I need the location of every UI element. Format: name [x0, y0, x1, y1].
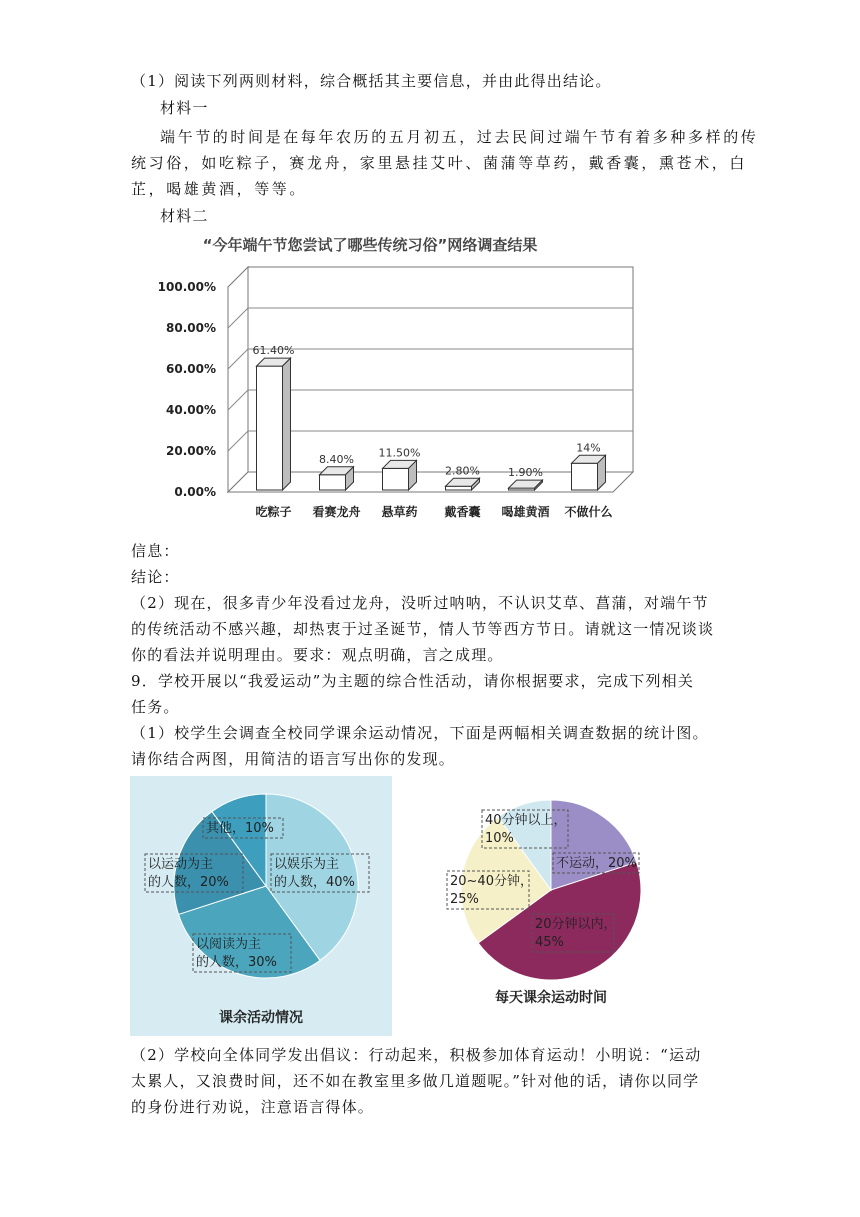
bar: [572, 455, 606, 490]
q9-part2-line: （2）学校向全体同学发出倡议：行动起来，积极参加体育运动！小明说：“运动: [131, 1046, 702, 1064]
bar-chart: [150, 230, 650, 530]
x-category-label: 戴香囊: [444, 505, 481, 519]
y-tick-label: 60.00%: [166, 362, 216, 376]
chart-title: 课余活动情况: [219, 1010, 303, 1026]
pie-label: 40分钟以上，: [485, 813, 567, 828]
bar-value-label: 14%: [576, 441, 601, 455]
bar-value-label: 11.50%: [378, 446, 421, 460]
bar-front: [320, 475, 346, 490]
q9-line: 任务。: [131, 698, 180, 716]
pie-label: 20分钟以内，: [535, 917, 617, 932]
q8-part1-prompt: （1）阅读下列两则材料，综合概括其主要信息，并由此得出结论。: [131, 72, 612, 90]
x-category-label: 喝雄黄酒: [501, 505, 550, 519]
x-category-label: 悬草药: [381, 505, 418, 519]
q8-part2-line: （2）现在，很多青少年没看过龙舟，没听过呐呐，不认识艾草、菖蒲，对端午节: [131, 594, 709, 612]
y-axis-ticks: [158, 280, 216, 499]
material2-title: 材料二: [160, 207, 209, 225]
bar-front: [446, 486, 472, 490]
info-label: 信息：: [131, 542, 180, 560]
bar-front: [257, 366, 283, 490]
pie-label: 的人数，20%: [148, 875, 229, 890]
pie-label: 的人数，40%: [274, 875, 355, 890]
pie-label: 20~40分钟，: [450, 874, 533, 889]
y-tick-label: 80.00%: [166, 321, 216, 335]
material1-line: 统习俗，如吃粽子，赛龙舟，家里悬挂艾叶、菌蒲等草药，戴香囊，熏苍术，白: [131, 154, 748, 172]
pie-chart-exercise-time: [430, 790, 660, 1020]
pie-label: 以阅读为主: [196, 937, 262, 952]
conclusion-label: 结论：: [131, 568, 180, 586]
q9-part2-line: 的身份进行劝说，注意语言得体。: [131, 1098, 375, 1116]
pie-label: 其他，10%: [206, 821, 274, 836]
bar-front: [383, 468, 409, 490]
pie-label: 的人数，30%: [196, 955, 277, 970]
bar: [320, 467, 354, 490]
material1-title: 材料一: [160, 99, 209, 117]
side-wall: [228, 267, 248, 492]
q9-part1-line: （1）校学生会调查全校同学课余运动情况，下面是两幅相关调查数据的统计图。: [131, 724, 709, 742]
bar-front: [572, 463, 598, 490]
q8-part2-line: 你的看法并说明理由。要求：观点明确，言之成理。: [131, 646, 504, 664]
q9-part2-line: 太累人，又浪费时间，还不如在教室里多做几道题呢。”针对他的话，请你以同学: [131, 1072, 700, 1090]
pie-chart-activities: [130, 776, 392, 1036]
material1-line: 端午节的时间是在每年农历的五月初五，过去民间过端午节有着多种多样的传: [160, 128, 759, 146]
bar: [257, 358, 291, 490]
bar-side: [283, 358, 291, 490]
x-category-label: 吃粽子: [255, 505, 292, 519]
material1-line: 芷，喝雄黄酒，等等。: [131, 180, 308, 198]
y-tick-label: 40.00%: [166, 403, 216, 417]
pie-label: 25%: [450, 892, 479, 907]
bar-value-label: 2.80%: [445, 464, 480, 478]
x-axis-categories: [255, 504, 612, 519]
chart-title: “今年端午节您尝试了哪些传统习俗”网络调查结果: [202, 236, 538, 254]
q9-line: 9．学校开展以“我爱运动”为主题的综合性活动，请你根据要求，完成下列相关: [131, 672, 695, 690]
y-tick-label: 100.00%: [157, 280, 216, 294]
q8-part2-line: 的传统活动不感兴趣，却热衷于过圣诞节，情人节等西方节日。请就这一情况谈谈: [131, 620, 715, 638]
back-wall: [248, 267, 633, 472]
pie-label: 以运动为主: [148, 857, 214, 872]
pie-label: 不运动，20%: [556, 856, 637, 871]
pie-label: 以娱乐为主: [274, 857, 340, 872]
pie-label: 45%: [535, 935, 564, 950]
y-tick-label: 0.00%: [174, 485, 216, 499]
x-category-label: 看赛龙舟: [312, 505, 361, 519]
bar-value-label: 8.40%: [319, 452, 354, 466]
y-tick-label: 20.00%: [166, 444, 216, 458]
q9-part1-line: 请你结合两图，用简洁的语言写出你的发现。: [131, 750, 456, 768]
x-category-label: 不做什么: [564, 505, 613, 519]
pie-label: 10%: [485, 831, 514, 846]
chart-title: 每天课余运动时间: [495, 990, 607, 1006]
bar-value-label: 61.40%: [252, 344, 295, 358]
bar-value-label: 1.90%: [508, 466, 543, 480]
bar: [383, 460, 417, 490]
